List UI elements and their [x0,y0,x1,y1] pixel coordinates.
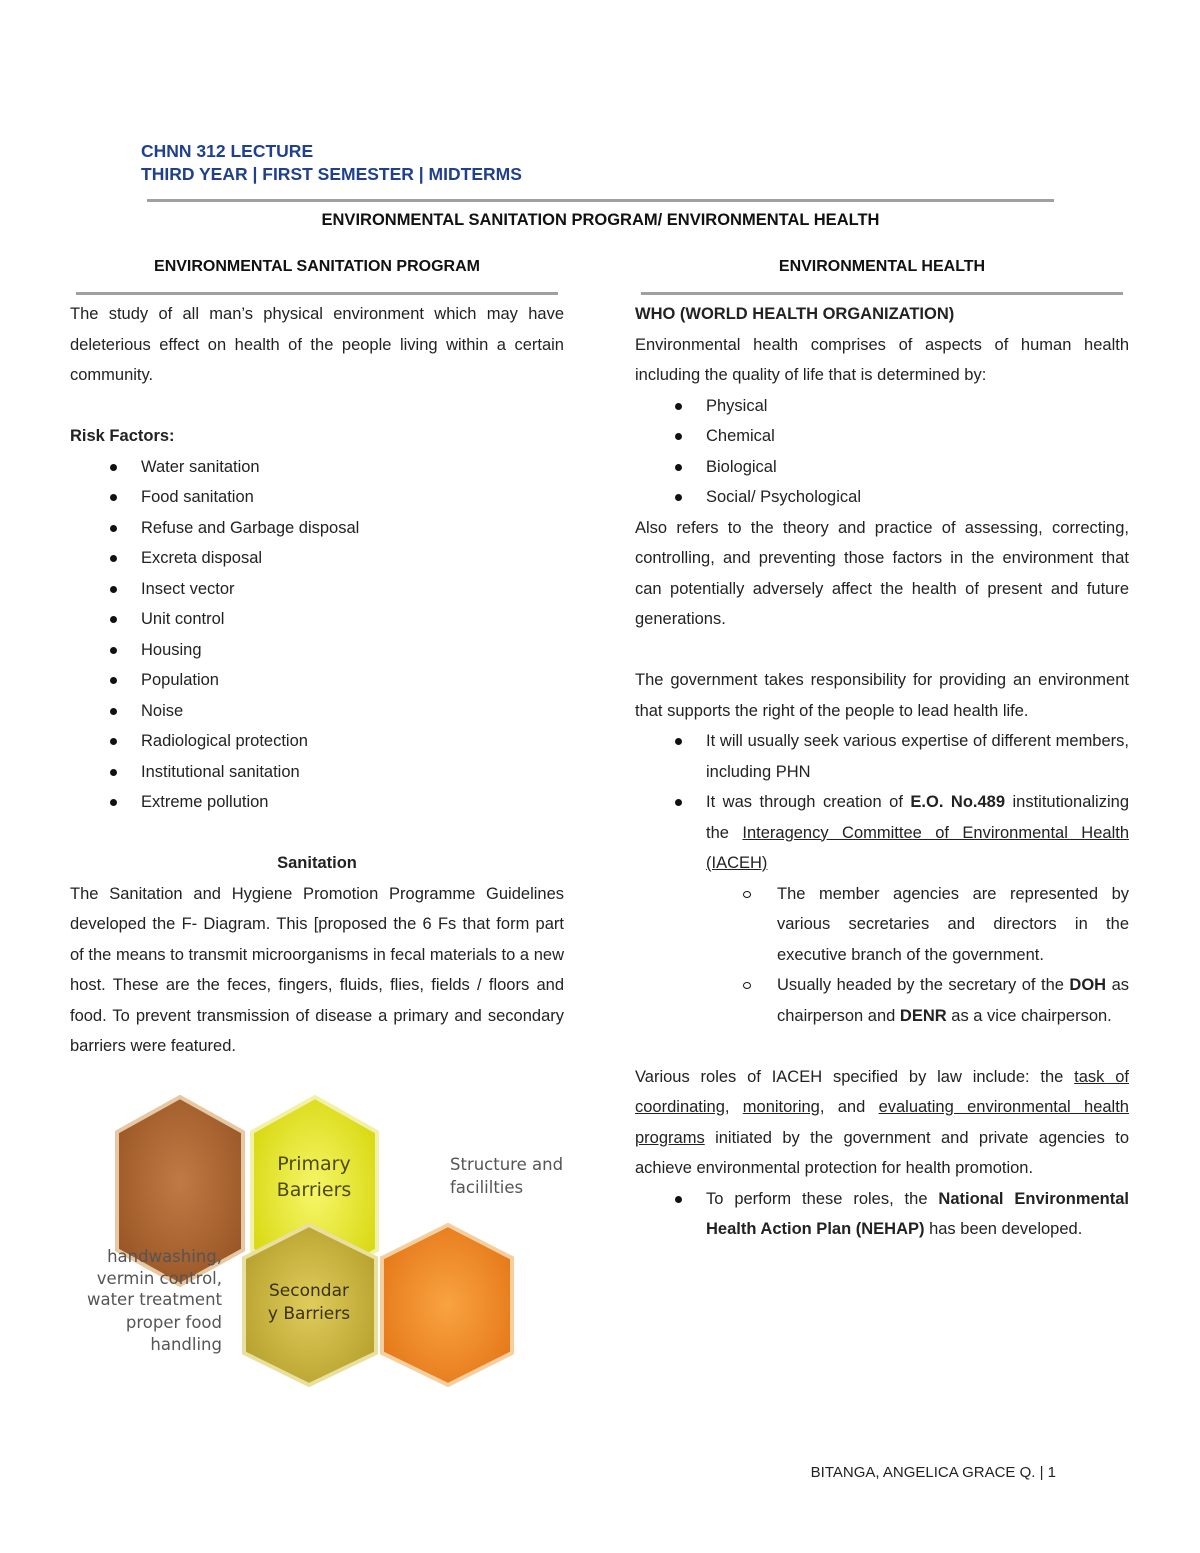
secondary-barriers-label-1: Secondar [269,1281,349,1301]
nehap-bullet [635,1184,1129,1245]
chair-mid: as chairperson and [777,976,1129,1025]
chair-post: as a vice chairperson. [946,1006,1112,1025]
eo-bullet [635,787,1129,879]
eo-number: E.O. No.489 [910,793,1006,811]
course-term: THIRD YEAR | FIRST SEMESTER | MIDTERMS [141,164,522,184]
list-item: Unit control [70,604,564,635]
eo-bullet-pre: It was through creation of [706,793,911,811]
roles-coordinating: task of coordinating [635,1067,1129,1116]
government-paragraph: The government takes responsibility for providing an environment that supports the right of the people to lead health life. [635,671,1129,720]
list-item: Noise [70,696,564,727]
sanitation-paragraph: The Sanitation and Hygiene Promotion Programme Guidelines developed the F- Diagram. This [proposed the 6 Fs that form part of the means to transmit microorganisms in fecal materials to a new host. These are the feces, fingers, fluids, flies, fields / floors and food. To prevent transmission of disease a primary and secondary barriers were featured. [70,884,564,1055]
roles-sep-2: , and [819,1098,879,1116]
expertise-bullet: It will usually seek various expertise of different members, including PHN [635,726,1129,787]
f-diagram-barriers-figure [80,1095,580,1390]
list-item: Chemical [635,421,1129,452]
left-column-title: ENVIRONMENTAL SANITATION PROGRAM [154,258,480,275]
list-item: Food sanitation [70,482,564,513]
determinants-list [635,391,1129,513]
sanitation-heading: Sanitation [277,854,357,872]
iaceh-name: Interagency Committee of Environmental Health (IACEH) [706,823,1129,872]
list-item: Institutional sanitation [70,757,564,788]
secondary-example-5: handling [150,1335,222,1354]
list-item: Biological [635,452,1129,483]
list-item: Refuse and Garbage disposal [70,513,564,544]
secondary-example-1: handwashing, [107,1247,222,1266]
chairperson-subitem [635,970,1129,1031]
member-agencies-subitem: The member agencies are represented by various secretaries and directors in the executive branch of the government. [635,879,1129,971]
who-heading: WHO (WORLD HEALTH ORGANIZATION) [635,305,955,323]
secondary-barriers-label-2: y Barriers [267,1304,351,1324]
list-item: Insect vector [70,574,564,605]
eo-bullet-mid: institutionalizing the [706,793,1129,842]
roles-paragraph [635,1062,1129,1184]
list-item: Population [70,665,564,696]
doh-label: DOH [1069,976,1107,994]
document-title: ENVIRONMENTAL SANITATION PROGRAM/ ENVIRONMENTAL HEALTH [321,211,880,229]
primary-barriers-label-1: Primary [277,1153,351,1175]
roles-sep-1: , [724,1098,743,1116]
intro-paragraph: The study of all man’s physical environment which may have deleterious effect on health of the people living within a certain community. [70,305,564,384]
list-item: Social/ Psychological [635,482,1129,513]
left-column [70,299,564,1062]
primary-barriers-label-2: Barriers [276,1179,352,1201]
chair-pre: Usually headed by the secretary of the [777,976,1070,994]
nehap-name: National Environmental Health Action Plan (NEHAP) [706,1189,1129,1238]
right-column [635,299,1129,1245]
right-title-divider [641,292,1123,295]
nehap-pre: To perform these roles, the [706,1189,939,1208]
risk-factors-list [70,452,564,818]
right-column-title: ENVIRONMENTAL HEALTH [778,258,986,275]
denr-label: DENR [899,1006,947,1025]
nehap-post: has been developed. [924,1220,1083,1238]
list-item: Physical [635,391,1129,422]
secondary-example-3: water treatment [86,1290,222,1309]
course-title: CHNN 312 LECTURE [141,141,314,161]
roles-post: initiated by the government and private agencies to achieve environmental protection for health promotion. [635,1128,1129,1177]
list-item: Radiological protection [70,726,564,757]
orange-hexagon [382,1225,512,1385]
secondary-example-4: proper food [125,1313,222,1332]
roles-pre: Various roles of IACEH specified by law include: the [635,1067,1075,1086]
list-item: Housing [70,635,564,666]
left-title-divider [76,292,558,295]
risk-factors-heading: Risk Factors: [70,427,175,445]
structure-label-2: facililties [450,1178,524,1197]
roles-monitoring: monitoring [742,1098,820,1116]
list-item: Water sanitation [70,452,564,483]
header-divider [147,199,1054,202]
who-paragraph: Environmental health comprises of aspects of human health including the quality of life that is determined by: [635,335,1129,384]
roles-evaluating: evaluating environmental health programs [635,1098,1129,1147]
also-paragraph: Also refers to the theory and practice of assessing, correcting, controlling, and preventing those factors in the environment that can potentially adversely affect the health of present and future generations. [635,518,1129,628]
page-footer: BITANGA, ANGELICA GRACE Q. | 1 [810,1464,1056,1481]
list-item: Excreta disposal [70,543,564,574]
secondary-example-2: vermin control, [96,1269,222,1288]
structure-label-1: Structure and [450,1155,564,1174]
list-item: Extreme pollution [70,787,564,818]
